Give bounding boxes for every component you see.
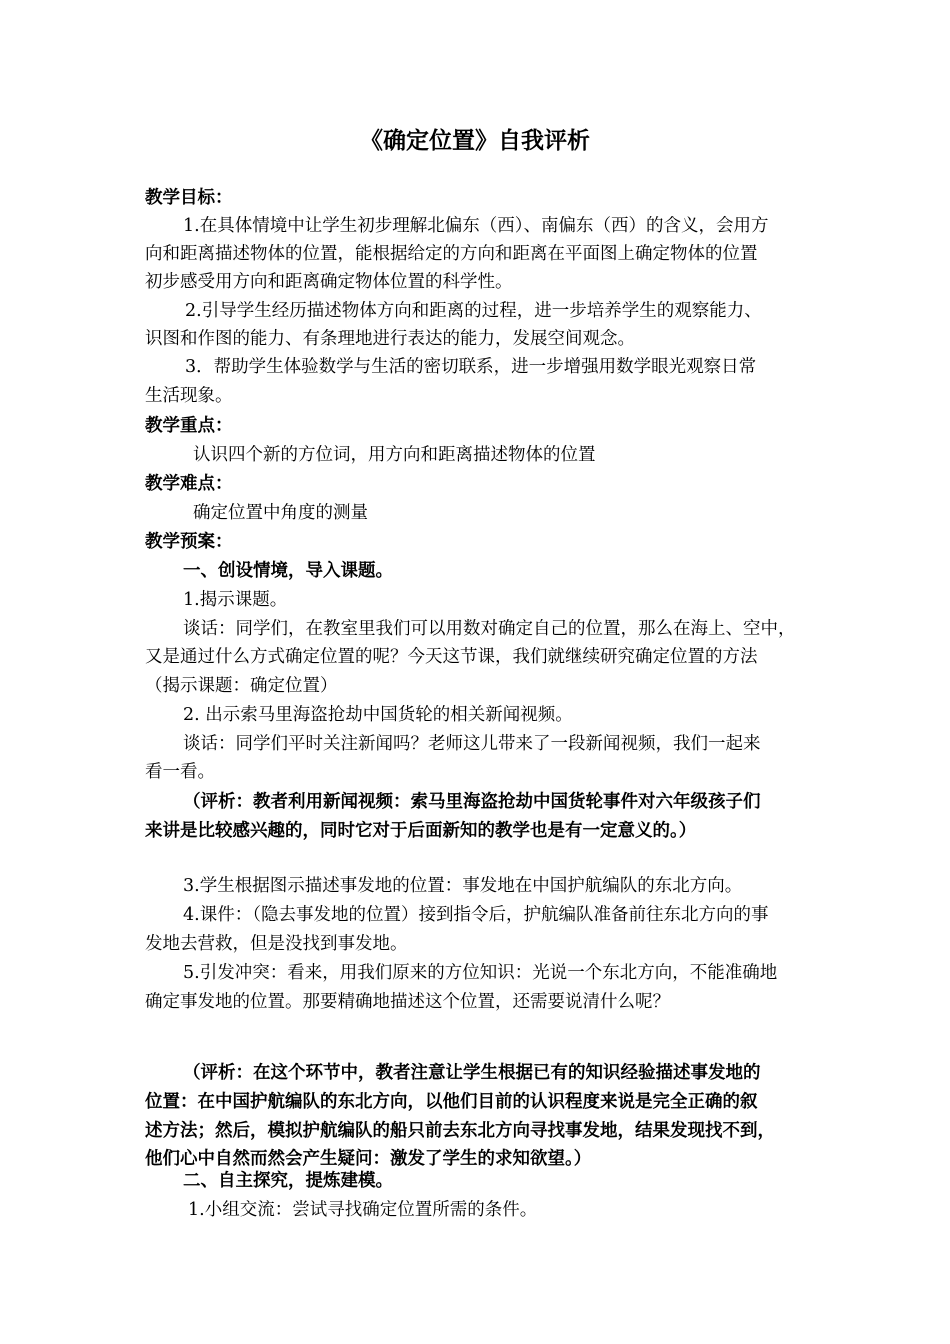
plan-line: 4.课件：（隐去事发地的位置）接到指令后，护航编队准备前往东北方向的事 (183, 905, 769, 925)
plan-line: 3.学生根据图示描述事发地的位置：事发地在中国护航编队的东北方向。 (183, 876, 743, 896)
comment-line: （评析：教者利用新闻视频：索马里海盗抢劫中国货轮事件对六年级孩子们 (183, 792, 761, 812)
comment-line: （评析：在这个环节中，教者注意让学生根据已有的知识经验描述事发地的 (183, 1063, 761, 1083)
plan-line: （揭示课题：确定位置） (145, 676, 338, 696)
section-heading: 二、自主探究，提炼建模。 (183, 1171, 393, 1191)
plan-line: 确定事发地的位置。那要精确地描述这个位置，还需要说清什么呢？ (145, 992, 670, 1012)
keypoint-text: 认识四个新的方位词，用方向和距离描述物体的位置 (193, 445, 596, 465)
comment-line: 他们心中自然而然会产生疑问：激发了学生的求知欲望。） (145, 1149, 592, 1169)
plan-line: 1.揭示课题。 (183, 590, 288, 610)
plan-line: 又是通过什么方式确定位置的呢？今天这节课，我们就继续研究确定位置的方法 (145, 647, 758, 667)
objective-line: 1.在具体情境中让学生初步理解北偏东（西）、南偏东（西）的含义，会用方 (183, 216, 769, 236)
document-title: 《确定位置》自我评析 (360, 128, 590, 154)
plan-heading: 教学预案： (145, 532, 233, 552)
plan-line: 谈话：同学们，在教室里我们可以用数对确定自己的位置，那么在海上、空中， (183, 619, 796, 639)
objective-line: 初步感受用方向和距离确定物体位置的科学性。 (145, 272, 513, 292)
comment-line: 位置：在中国护航编队的东北方向，以他们目前的认识程度来说是完全正确的叙 (145, 1092, 758, 1112)
plan-line: 看一看。 (145, 762, 215, 782)
objectives-heading: 教学目标： (145, 188, 233, 208)
comment-line: 来讲是比较感兴趣的，同时它对于后面新知的教学也是有一定意义的。） (145, 821, 697, 841)
plan-line: 谈话：同学们平时关注新闻吗？老师这儿带来了一段新闻视频，我们一起来 (183, 734, 761, 754)
comment-line: 述方法；然后，模拟护航编队的船只前去东北方向寻找事发地，结果发现找不到， (145, 1121, 775, 1141)
difficulty-text: 确定位置中角度的测量 (193, 503, 368, 523)
keypoint-heading: 教学重点： (145, 416, 233, 436)
objective-line: 向和距离描述物体的位置，能根据给定的方向和距离在平面图上确定物体的位置 (145, 244, 758, 264)
plan-line: 5.引发冲突：看来，用我们原来的方位知识：光说一个东北方向，不能准确地 (183, 963, 778, 983)
objective-line: 2.引导学生经历描述物体方向和距离的过程，进一步培养学生的观察能力、 (185, 301, 762, 321)
objective-line: 识图和作图的能力、有条理地进行表达的能力，发展空间观念。 (145, 329, 635, 349)
plan-line: 发地去营救，但是没找到事发地。 (145, 934, 408, 954)
objective-line: 生活现象。 (145, 386, 233, 406)
plan-line: 2. 出示索马里海盗抢劫中国货轮的相关新闻视频。 (183, 705, 573, 725)
plan-line: 1.小组交流：尝试寻找确定位置所需的条件。 (188, 1200, 538, 1220)
section-heading: 一、创设情境，导入课题。 (183, 561, 393, 581)
objective-line: 3．帮助学生体验数学与生活的密切联系，进一步增强用数学眼光观察日常 (185, 357, 757, 377)
difficulty-heading: 教学难点： (145, 474, 233, 494)
